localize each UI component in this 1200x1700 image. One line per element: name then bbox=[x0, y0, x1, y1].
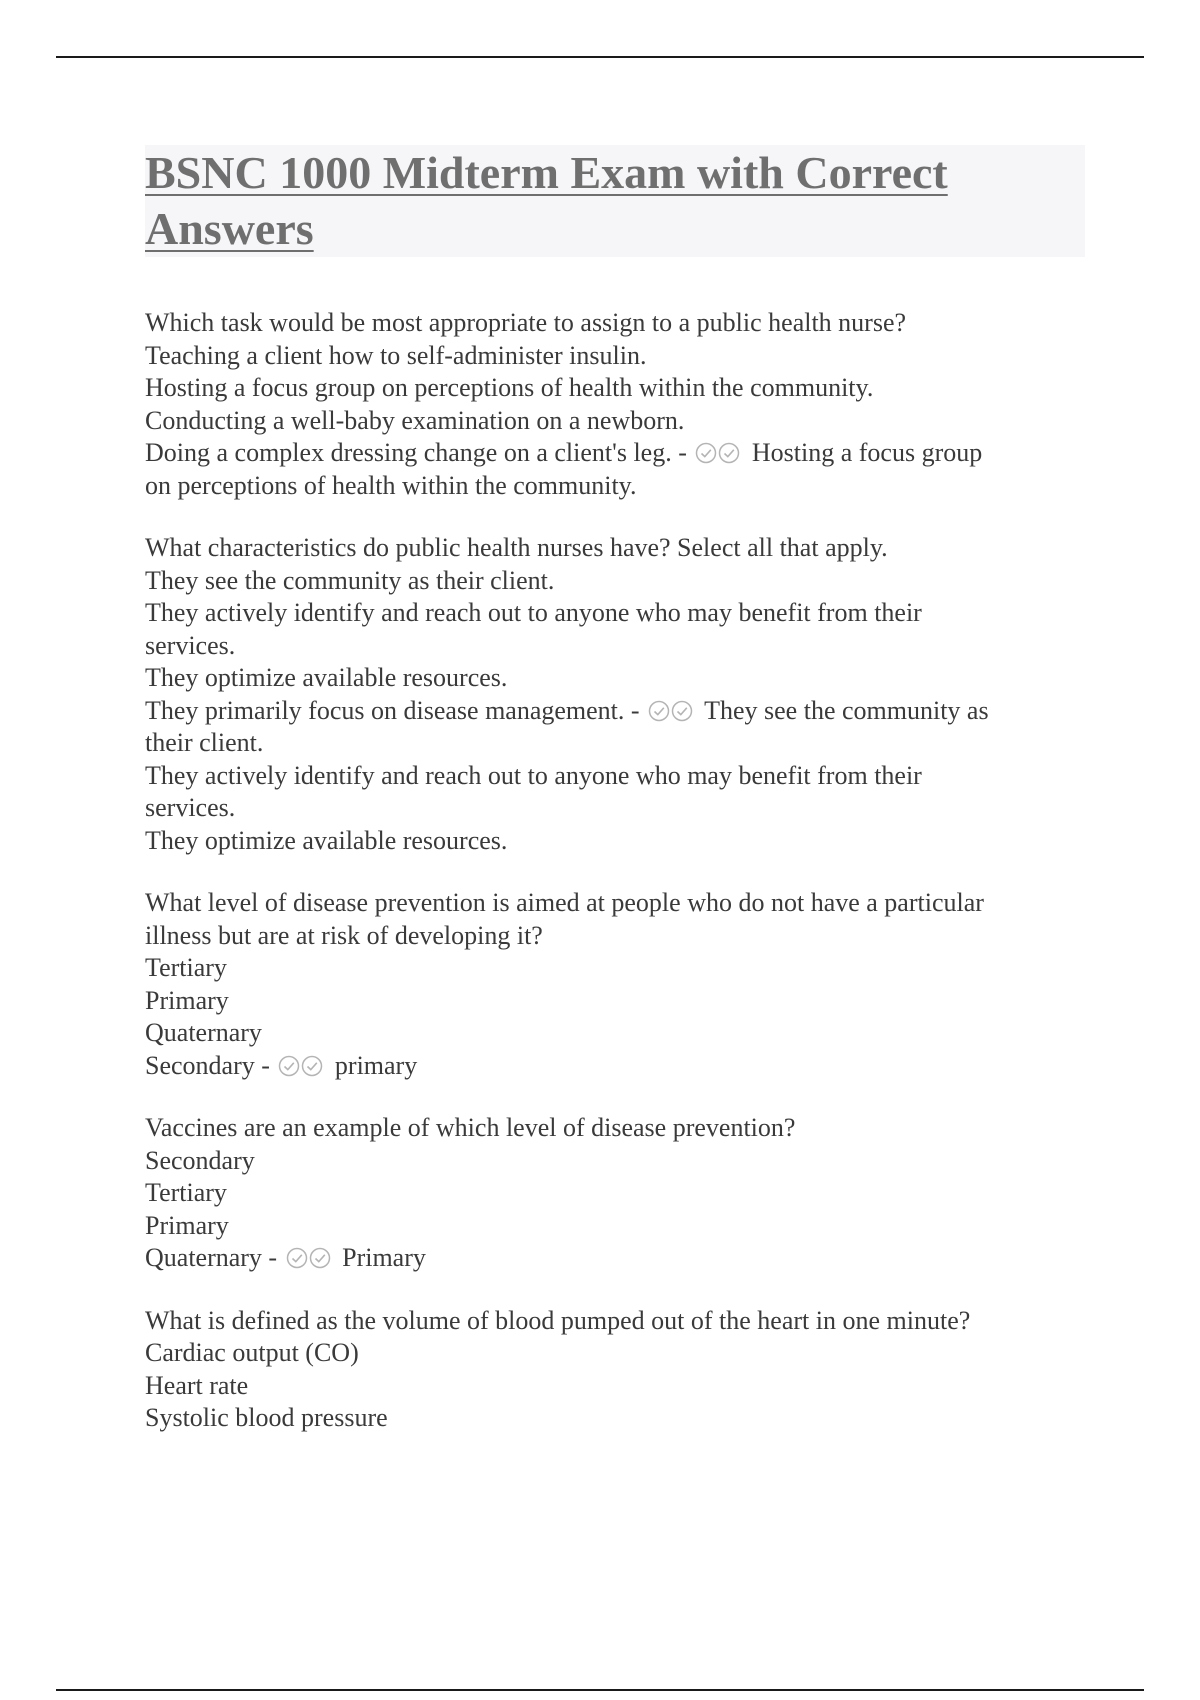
correct-answer-continued: They actively identify and reach out to anyone who may benefit from their bbox=[145, 760, 922, 790]
double-check-circle-icon bbox=[648, 700, 694, 722]
answer-option: services. bbox=[145, 630, 236, 660]
answer-option-with-answer bbox=[145, 695, 1070, 728]
answer-option: Doing a complex dressing change on a client's leg. - bbox=[145, 438, 687, 467]
question-text: Vaccines are an example of which level of disease prevention? bbox=[145, 1113, 796, 1142]
question-text: What is defined as the volume of blood pumped out of the heart in one minute? bbox=[145, 1305, 971, 1335]
answer-option: Systolic blood pressure bbox=[145, 1403, 388, 1432]
answer-option: They actively identify and reach out to anyone who may benefit from their bbox=[145, 598, 922, 627]
question-text: Which task would be most appropriate to assign to a public health nurse? bbox=[145, 308, 907, 337]
qa-item-1 bbox=[145, 307, 1070, 502]
answer-option: Secondary bbox=[145, 1145, 255, 1175]
correct-answer: Primary bbox=[342, 1243, 426, 1272]
correct-answer-continued: services. bbox=[145, 793, 236, 822]
document-title: BSNC 1000 Midterm Exam with Correct Answers bbox=[145, 147, 948, 254]
answer-option: Quaternary bbox=[145, 1018, 262, 1047]
title-block bbox=[145, 145, 1085, 257]
answer-option: Heart rate bbox=[145, 1370, 249, 1400]
top-rule bbox=[56, 56, 1144, 58]
answer-option: Tertiary bbox=[145, 1178, 227, 1207]
answer-option: Primary bbox=[145, 985, 229, 1015]
answer-option-with-answer bbox=[145, 437, 1070, 470]
question-text: What characteristics do public health nurses have? Select all that apply. bbox=[145, 533, 888, 562]
answer-option: They see the community as their client. bbox=[145, 565, 555, 595]
answer-option: Hosting a focus group on perceptions of health within the community. bbox=[145, 373, 874, 402]
answer-option: Primary bbox=[145, 1210, 229, 1240]
correct-answer-continued: They optimize available resources. bbox=[145, 825, 508, 855]
answer-option: Tertiary bbox=[145, 953, 227, 982]
question-text: What level of disease prevention is aimed at people who do not have a particular bbox=[145, 888, 984, 917]
qa-item-2 bbox=[145, 532, 1070, 857]
qa-item-3 bbox=[145, 887, 1070, 1082]
correct-answer: primary bbox=[334, 1050, 418, 1080]
qa-item-4 bbox=[145, 1112, 1070, 1275]
answer-option: Teaching a client how to self-administer insulin. bbox=[145, 340, 647, 370]
bottom-rule bbox=[56, 1689, 1144, 1691]
answer-option: Conducting a well-baby examination on a newborn. bbox=[145, 405, 685, 435]
correct-answer: Hosting a focus group bbox=[751, 438, 983, 467]
qa-content bbox=[145, 307, 1070, 1465]
correct-answer-continued: their client. bbox=[145, 728, 264, 757]
answer-option: They optimize available resources. bbox=[145, 663, 508, 692]
answer-option-with-answer bbox=[145, 1242, 1070, 1275]
correct-answer: They see the community as bbox=[704, 695, 989, 725]
double-check-circle-icon bbox=[695, 442, 741, 464]
answer-option: Quaternary - bbox=[145, 1243, 278, 1272]
answer-option-with-answer bbox=[145, 1050, 1070, 1083]
answer-option: They primarily focus on disease management. - bbox=[145, 695, 640, 725]
double-check-circle-icon bbox=[286, 1247, 332, 1269]
answer-option: Secondary - bbox=[145, 1050, 270, 1080]
double-check-circle-icon bbox=[278, 1055, 324, 1077]
qa-item-5 bbox=[145, 1305, 1070, 1435]
answer-option: Cardiac output (CO) bbox=[145, 1338, 359, 1367]
correct-answer-continued: on perceptions of health within the community. bbox=[145, 470, 637, 500]
question-text-continued: illness but are at risk of developing it? bbox=[145, 920, 543, 950]
